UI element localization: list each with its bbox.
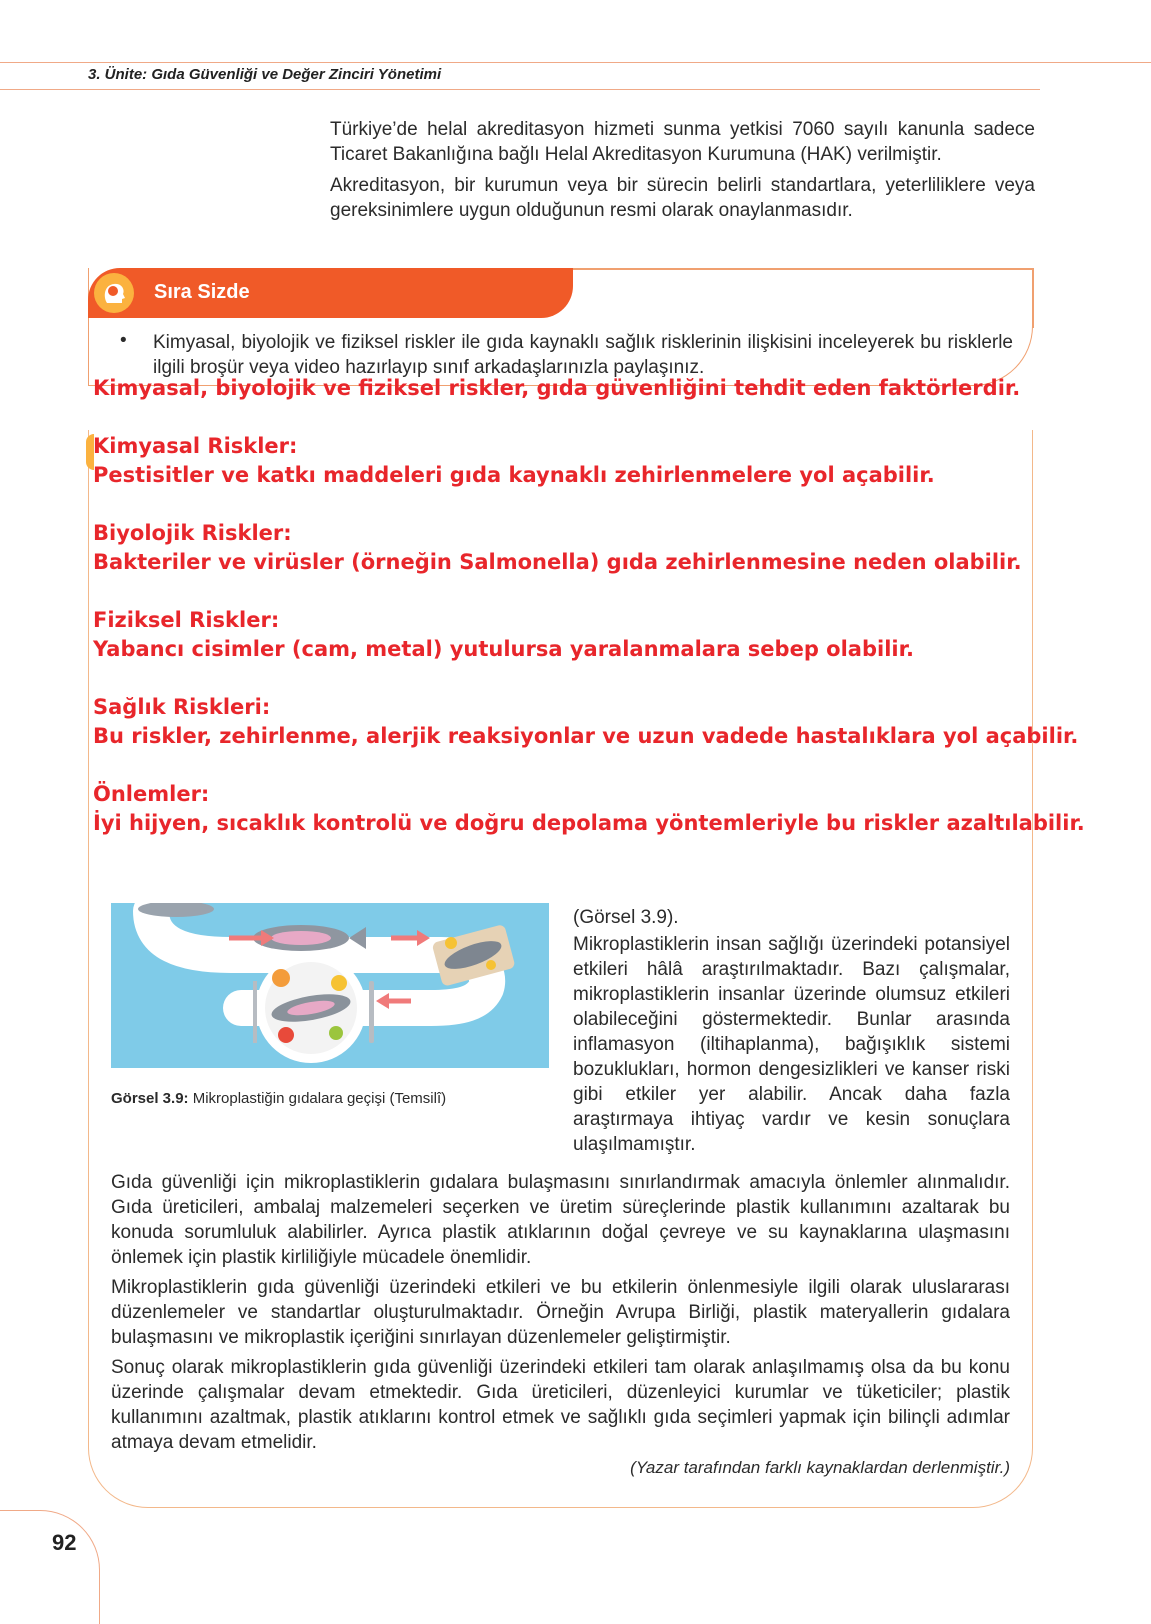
body-paragraph-2: Mikroplastiklerin gıda güvenliği üzerindeki etkileri ve bu etkilerin önlenmesiyle ilgili olarak uluslararası düzenlemeler ve standartlar oluşturulmaktadır. Örneğin Avrupa Birliği, plastik materyallerin gıdalara bulaşmasını ve mikroplastik içeriğini sınırlayan düzenlemeler geliştirmiştir. bbox=[111, 1277, 1010, 1348]
page-corner bbox=[0, 1510, 100, 1624]
answer-text: Yabancı cisimler (cam, metal) yutulursa yaralanmalara sebep olabilir. bbox=[93, 637, 914, 661]
intro-paragraph-2: Akreditasyon, bir kurumun veya bir sürecin belirli standartlara, yeterliliklere veya gereksinimlere uygun olduğunun resmi olarak onaylanmasıdır. bbox=[330, 175, 1035, 221]
body-paragraph-3: Sonuç olarak mikroplastiklerin gıda güvenliği üzerindeki etkileri tam olarak anlaşılmamış olsa da bu konu üzerinde çalışmalar devam etmektedir. Gıda üreticileri, düzenleyici kurumlar ve tüketiciler; plastik kullanımını azaltmak, plastik atıklarını kontrol etmek ve sağlıklı gıda seçimleri yapmak için bilinçli adımlar atmaya devam etmelidir. bbox=[111, 1357, 1010, 1453]
bullet: • bbox=[120, 330, 127, 351]
answer-heading: Fiziksel Riskler: bbox=[93, 608, 280, 632]
answer-heading: Kimyasal Riskler: bbox=[93, 434, 298, 458]
activity-item: Kimyasal, biyolojik ve fiziksel riskler ile gıda kaynaklı sağlık risklerinin ilişkisini inceleyerek bu risklerle ilgili broşür veya video hazırlayıp sınıf arkadaşlarınızla paylaşınız. bbox=[153, 332, 1013, 378]
page-number: 92 bbox=[52, 1530, 77, 1555]
answer-heading: Biyolojik Riskler: bbox=[93, 521, 292, 545]
intro-text bbox=[330, 117, 1035, 229]
header-divider-bottom bbox=[0, 89, 1040, 90]
source-note: (Yazar tarafından farklı kaynaklardan derlenmiştir.) bbox=[630, 1458, 1010, 1477]
intro-paragraph-1: Türkiye’de helal akreditasyon hizmeti sunma yetkisi 7060 sayılı kanunla sadece Ticaret Bakanlığına bağlı Helal Akreditasyon Kurumuna (HAK) verilmiştir. bbox=[330, 119, 1035, 165]
answer-text: Pestisitler ve katkı maddeleri gıda kaynaklı zehirlenmelere yol açabilir. bbox=[93, 463, 935, 487]
head-thinking-icon bbox=[94, 273, 134, 313]
microplastic-illustration bbox=[111, 903, 549, 1068]
unit-title: 3. Ünite: Gıda Güvenliği ve Değer Zinciri Yönetimi bbox=[88, 66, 442, 83]
answer-text: Bakteriler ve virüsler (örneğin Salmonella) gıda zehirlenmesine neden olabilir. bbox=[93, 550, 1022, 574]
figure-reference: (Görsel 3.9). bbox=[573, 907, 679, 928]
answer-heading: Önlemler: bbox=[93, 782, 210, 806]
answer-intro: Kimyasal, biyolojik ve fiziksel riskler, gıda güvenliğini tehdit eden faktörlerdir. bbox=[93, 376, 1021, 400]
side-text bbox=[573, 905, 1010, 1159]
answer-text: Bu riskler, zehirlenme, alerjik reaksiyonlar ve uzun vadede hastalıklara yol açabilir. bbox=[93, 724, 1079, 748]
answer-heading: Sağlık Riskleri: bbox=[93, 695, 271, 719]
side-paragraph: Mikroplastiklerin insan sağlığı üzerindeki potansiyel etkileri hâlâ araştırılmaktadır. Bazı çalışmalar, mikroplastiklerin insanlar üzerinde olumsuz etkileri olabileceğini göstermektedir. Bunlar arasında inflamasyon (iltihaplanma), bağışıklık sistemi bozuklukları, hormon dengesizlikleri ve kanser riski gibi etkiler yer alabilir. Ancak daha fazla araştırmaya ihtiyaç vardır ve kesin sonuçlara ulaşılmamıştır. bbox=[573, 934, 1010, 1155]
body-paragraph-1: Gıda güvenliği için mikroplastiklerin gıdalara bulaşmasını sınırlandırmak amacıyla önlemler alınmalıdır. Gıda üreticileri, ambalaj malzemeleri seçerken ve üretim süreçlerinde plastik kullanımını azaltarak bu konuda sorumluluk alabilirler. Ayrıca plastik atıklarının doğal çevreye ve su kaynaklarına ulaşmasını önlemek için plastik kirliliğiyle mücadele önemlidir. bbox=[111, 1172, 1010, 1268]
activity-box-border bbox=[573, 268, 1033, 270]
caption-text: Mikroplastiğin gıdalara geçişi (Temsilî) bbox=[188, 1090, 447, 1107]
body-text bbox=[111, 1170, 1010, 1460]
activity-title: Sıra Sizde bbox=[154, 281, 250, 303]
answer-text: İyi hijyen, sıcaklık kontrolü ve doğru depolama yöntemleriyle bu riskler azaltılabilir. bbox=[93, 811, 1085, 835]
figure-caption bbox=[111, 1090, 446, 1107]
header-divider-top bbox=[0, 62, 1151, 63]
caption-label: Görsel 3.9: bbox=[111, 1090, 189, 1107]
activity-box-border bbox=[1032, 268, 1034, 328]
